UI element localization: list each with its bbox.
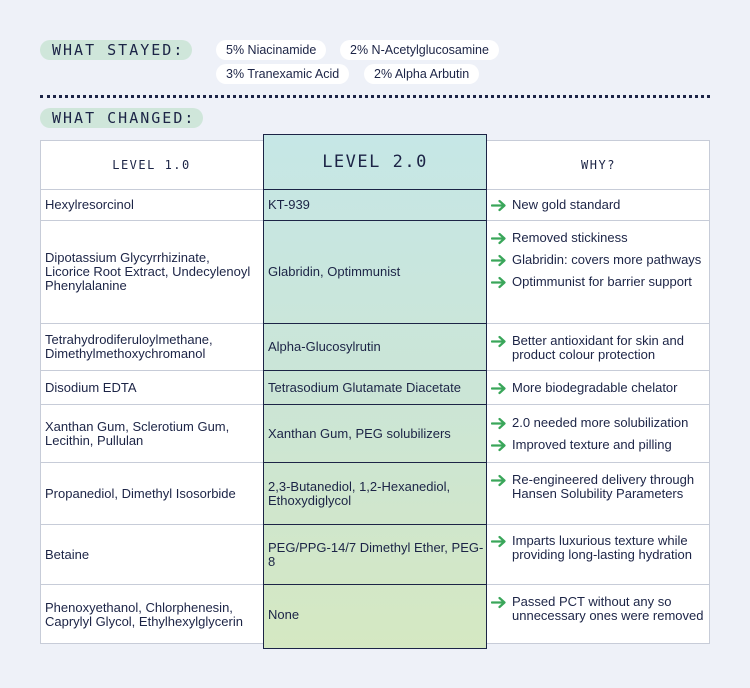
- why-text: Passed PCT without any so unnecessary ones were removed: [512, 594, 704, 623]
- why-bullet: [491, 381, 706, 395]
- why-bullet: [491, 416, 706, 430]
- row-divider: [487, 462, 710, 463]
- level-1-cell: Phenoxyethanol, Chlorphenesin, Caprylyl Glycol, Ethylhexylglycerin: [45, 599, 243, 629]
- level-2-cell: Glabridin, Optimmunist: [268, 264, 401, 279]
- why-text: New gold standard: [512, 197, 621, 212]
- header-level-1: LEVEL 1.0: [112, 157, 191, 172]
- why-bullet: [491, 438, 706, 452]
- why-text: 2.0 needed more solubilization: [512, 415, 689, 430]
- why-bullet: [491, 253, 706, 267]
- why-text: Improved texture and pilling: [512, 437, 672, 452]
- level-1-cell: Dipotassium Glycyrrhizinate, Licorice Root Extract, Undecylenoyl Phenylalanine: [45, 250, 251, 293]
- why-cell: [491, 334, 706, 362]
- row-divider: [487, 370, 710, 371]
- row-divider: [487, 404, 710, 405]
- stayed-pill: 2% Alpha Arbutin: [364, 64, 479, 84]
- why-bullet: [491, 231, 706, 245]
- level-2-cell: None: [268, 606, 300, 622]
- why-bullet: [491, 595, 706, 623]
- arrow-right-icon: [491, 473, 508, 487]
- stayed-pill: 2% N-Acetylglucosamine: [340, 40, 499, 60]
- header-why: WHY?: [581, 157, 616, 172]
- why-cell: [491, 231, 706, 289]
- arrow-right-icon: [491, 253, 508, 267]
- level-2-cell: Xanthan Gum, PEG solubilizers: [268, 425, 451, 441]
- level-2-cell: 2,3-Butanediol, 1,2-Hexanediol, Ethoxydiglycol: [268, 478, 451, 508]
- row-divider: [487, 220, 710, 221]
- why-text: Re-engineered delivery through Hansen Solubility Parameters: [512, 472, 695, 501]
- why-bullet: [491, 534, 706, 562]
- why-cell: [491, 198, 706, 212]
- arrow-right-icon: [491, 416, 508, 430]
- level-1-cell: Hexylresorcinol: [45, 197, 134, 212]
- arrow-right-icon: [491, 595, 508, 609]
- what-stayed-label: WHAT STAYED:: [40, 40, 192, 60]
- stayed-pill: 3% Tranexamic Acid: [216, 64, 349, 84]
- row-divider: [487, 323, 710, 324]
- why-text: Glabridin: covers more pathways: [512, 252, 702, 267]
- why-cell: [491, 473, 706, 501]
- why-text: Removed stickiness: [512, 230, 628, 245]
- why-bullet: [491, 198, 706, 212]
- level-2-cell: Tetrasodium Glutamate Diacetate: [268, 379, 461, 395]
- why-text: Imparts luxurious texture while providing long-lasting hydration: [512, 533, 692, 562]
- level-1-cell: Disodium EDTA: [45, 379, 137, 395]
- why-cell: [491, 381, 706, 395]
- level-1-cell: Tetrahydrodiferuloylmethane, Dimethylmethoxychromanol: [45, 332, 213, 361]
- why-bullet: [491, 275, 706, 289]
- header-level-2: LEVEL 2.0: [322, 151, 428, 172]
- level-2-cell: KT-939: [268, 197, 310, 212]
- stayed-pill: 5% Niacinamide: [216, 40, 326, 60]
- row-divider: [487, 584, 710, 585]
- arrow-right-icon: [491, 198, 508, 212]
- why-text: Optimmunist for barrier support: [512, 274, 692, 289]
- level-2-cell: Alpha-Glucosylrutin: [268, 339, 381, 354]
- why-cell: [491, 595, 706, 623]
- why-text: More biodegradable chelator: [512, 380, 678, 395]
- why-bullet: [491, 334, 706, 362]
- what-changed-label: WHAT CHANGED:: [40, 108, 203, 128]
- arrow-right-icon: [491, 381, 508, 395]
- why-text: Better antioxidant for skin and product colour protection: [512, 333, 684, 362]
- arrow-right-icon: [491, 438, 508, 452]
- why-cell: [491, 534, 706, 562]
- dotted-divider: [40, 95, 710, 98]
- level-1-cell: Xanthan Gum, Sclerotium Gum, Lecithin, Pullulan: [45, 418, 230, 448]
- arrow-right-icon: [491, 231, 508, 245]
- arrow-right-icon: [491, 534, 508, 548]
- why-cell: [491, 416, 706, 452]
- level-1-cell: Propanediol, Dimethyl Isosorbide: [45, 485, 236, 501]
- row-divider: [487, 189, 710, 190]
- why-bullet: [491, 473, 706, 501]
- level-2-cell: PEG/PPG-14/7 Dimethyl Ether, PEG-8: [268, 539, 484, 569]
- row-divider: [487, 524, 710, 525]
- arrow-right-icon: [491, 275, 508, 289]
- level-1-cell: Betaine: [45, 546, 90, 562]
- arrow-right-icon: [491, 334, 508, 348]
